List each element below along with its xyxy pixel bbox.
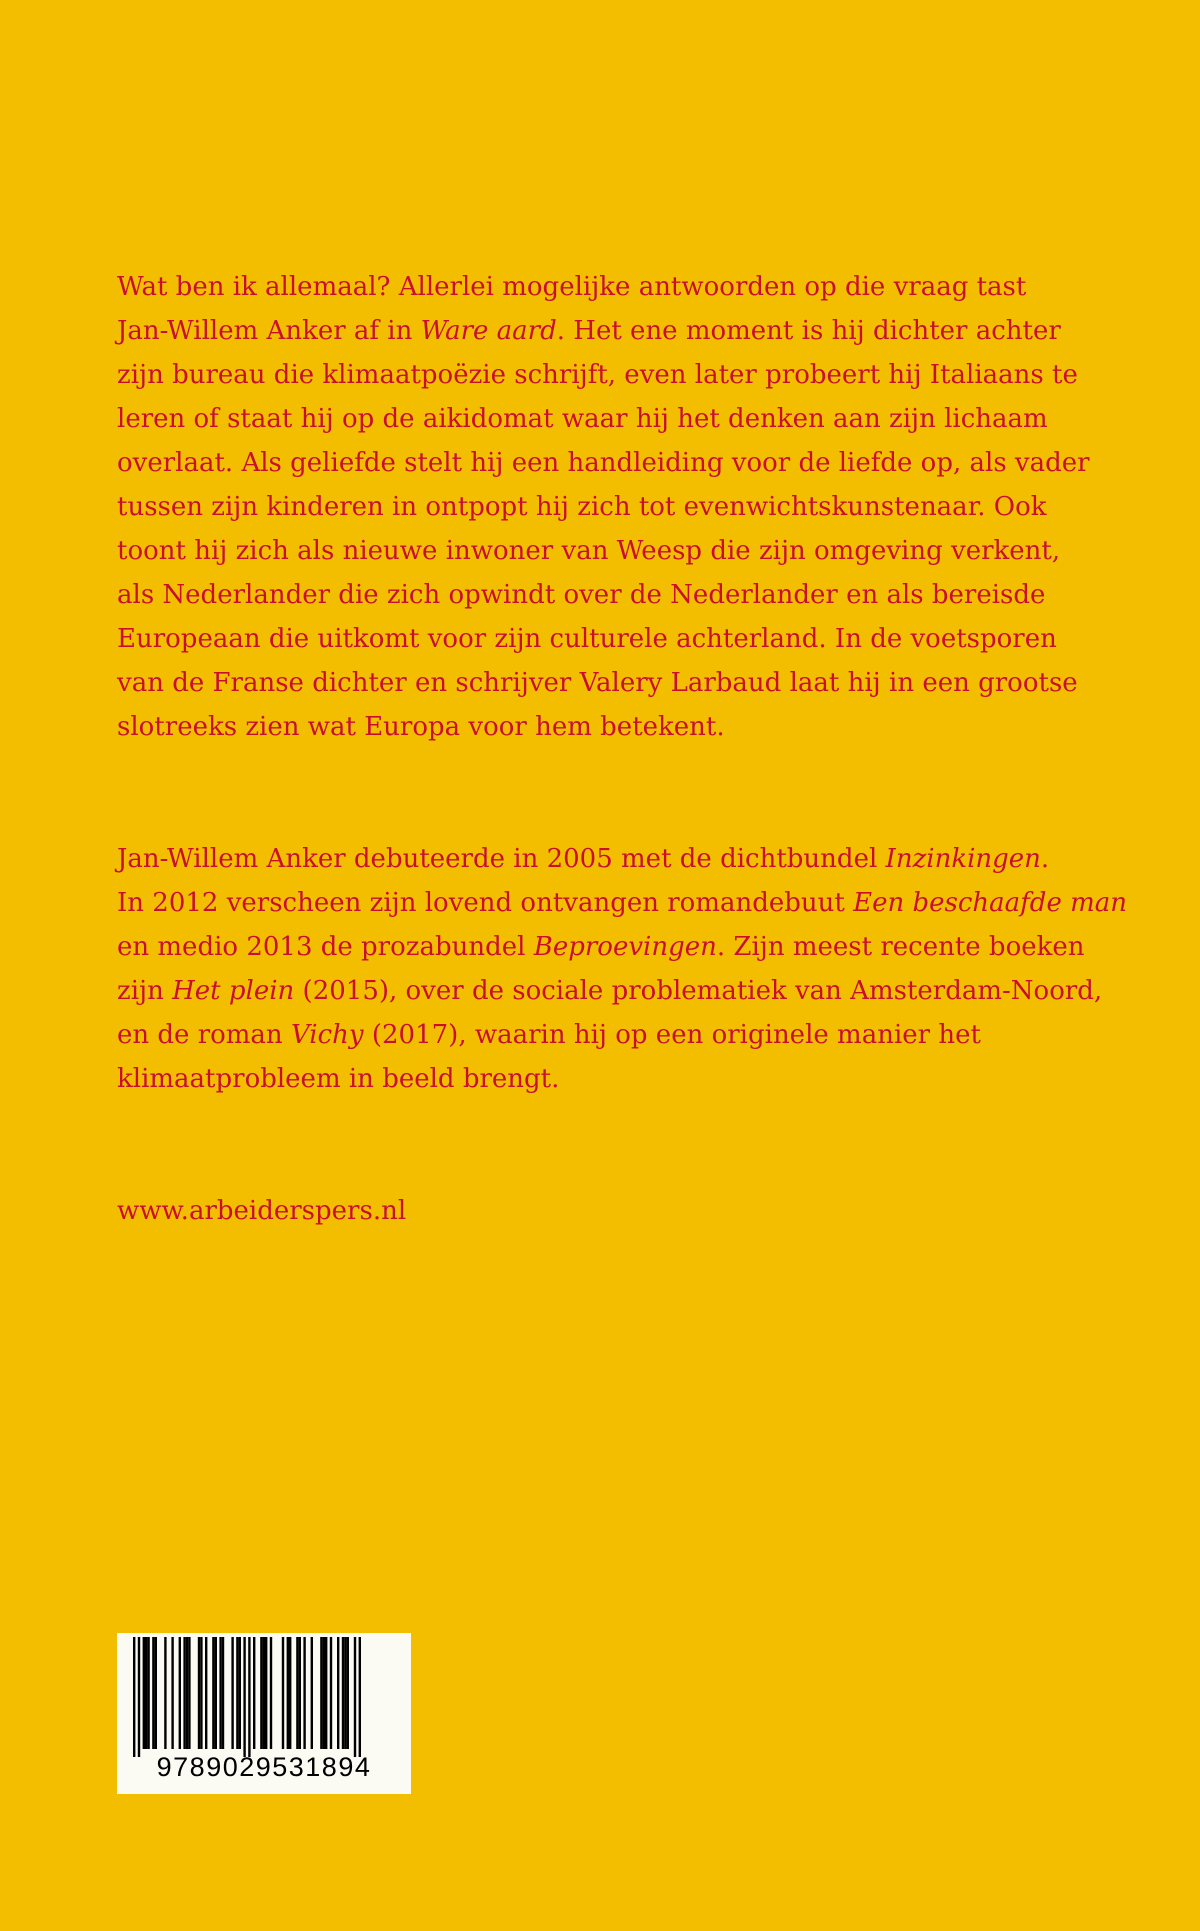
barcode-bar [164,1637,166,1749]
barcode-bar [243,1637,245,1757]
text-run: Jan-Willem Anker debuteerde in 2005 met de dichtbundel [117,844,886,874]
text-run: . Zijn meest recente boeken [716,932,1085,962]
barcode-bar [253,1637,255,1749]
text-run: klimaatprobleem in beeld brengt. [117,1064,560,1094]
text-run: en de roman [117,1020,291,1050]
book-title: Inzinkingen [885,844,1041,874]
barcode-bar [299,1637,301,1749]
text-run: . [1040,844,1050,874]
website-link[interactable]: www.arbeiderspers.nl [117,1196,407,1226]
barcode-bar [282,1637,284,1749]
book-blurb [117,265,1117,749]
barcode-bar [205,1637,207,1749]
barcode-bar [296,1637,298,1749]
text-line [117,441,1117,485]
text-run: In 2012 verscheen zijn lovend ontvangen romandebuut [117,888,854,918]
barcode-bar [186,1637,188,1749]
text-run: overlaat. Als geliefde stelt hij een handleiding voor de liefde op, als vader [117,448,1090,478]
text-run: van de Franse dichter en schrijver Valery Larbaud laat hij in een grootse [117,668,1078,698]
text-run: als Nederlander die zich opwindt over de Nederlander en als bereisde [117,580,1046,610]
barcode-bar [323,1637,325,1749]
barcode-bar [342,1637,344,1749]
text-line [117,397,1117,441]
text-run: en medio 2013 de prozabundel [117,932,534,962]
barcode-bar [188,1637,190,1749]
barcode-bar [231,1637,233,1749]
barcode-bar [270,1637,272,1749]
text-line [117,1013,1117,1057]
text-run: zijn [117,976,173,1006]
text-line [117,265,1117,309]
text-run: Wat ben ik allemaal? Allerlei mogelijke antwoorden op die vraag tast [117,272,1027,302]
barcode-bar [143,1637,145,1749]
text-run: toont hij zich als nieuwe inwoner van Weesp die zijn omgeving verkent, [117,536,1061,566]
barcode-bar [147,1637,149,1749]
barcode-bar [320,1637,322,1749]
barcode-bar [287,1637,289,1749]
text-line [117,881,1128,925]
barcode-bar [179,1637,181,1749]
text-run: zijn bureau die klimaatpoëzie schrijft, even later probeert hij Italiaans te [117,360,1078,390]
barcode-bar [265,1637,267,1749]
barcode-bar [347,1637,349,1749]
text-line [117,309,1117,353]
book-title: Beproevingen [533,932,717,962]
text-run: Jan-Willem Anker af in [117,316,421,346]
text-line [117,925,1117,969]
text-run: leren of staat hij op de aikidomat waar hij het denken aan zijn lichaam [117,404,1048,434]
text-line [117,705,1117,749]
barcode-bar [222,1637,224,1749]
barcode-bar [155,1637,157,1749]
author-bio [117,837,1128,1101]
barcode-bar [337,1637,339,1749]
barcode-bar [311,1637,313,1749]
publisher-website[interactable] [117,1189,1117,1233]
barcode-bar [248,1637,250,1757]
barcode-bar [359,1637,361,1757]
barcode-bar [344,1637,346,1749]
barcode-bar [236,1637,238,1749]
barcode-bar [354,1637,356,1757]
barcode-bar [200,1637,202,1749]
barcode-bar [145,1637,147,1749]
barcode-bar [138,1637,140,1757]
barcode-bar [260,1637,262,1749]
barcode-bar [212,1637,214,1749]
text-line [117,529,1117,573]
text-run: (2015), over de sociale problematiek van Amsterdam-Noord, [294,976,1103,1006]
barcode-bar [330,1637,332,1749]
barcode-bar [183,1637,185,1749]
isbn-number: 9789029531894 [156,1752,372,1782]
text-run: (2017), waarin hij op een originele manier het [363,1020,981,1050]
text-run: Europeaan die uitkomt voor zijn culturele achterland. In de voetsporen [117,624,1057,654]
text-line [117,573,1117,617]
isbn-barcode [117,1633,411,1794]
text-line [117,837,1117,881]
barcode-bar [289,1637,291,1749]
book-title: Vichy [290,1020,364,1050]
barcode-bar [325,1637,327,1749]
text-line [117,485,1117,529]
text-run: slotreeks zien wat Europa voor hem betekent. [117,712,725,742]
text-line [117,661,1117,705]
barcode-bar [133,1637,135,1757]
text-run: . Het ene moment is hij dichter achter [556,316,1061,346]
barcode-bar [215,1637,217,1749]
book-title: Ware aard [420,316,557,346]
barcode-bar [152,1637,154,1749]
text-line [117,1057,1117,1101]
book-title: Een beschaafde man [853,888,1128,918]
text-line [117,969,1117,1013]
barcode-bar [219,1637,221,1749]
barcode-bar [198,1637,200,1749]
book-title: Het plein [172,976,295,1006]
text-line [117,617,1117,661]
barcode-bar [239,1637,241,1749]
text-line [117,353,1117,397]
barcode-bar [171,1637,173,1749]
barcode-bar [263,1637,265,1749]
text-run: tussen zijn kinderen in ontpopt hij zich tot evenwichtskunstenaar. Ook [117,492,1047,522]
barcode-bar [303,1637,305,1749]
